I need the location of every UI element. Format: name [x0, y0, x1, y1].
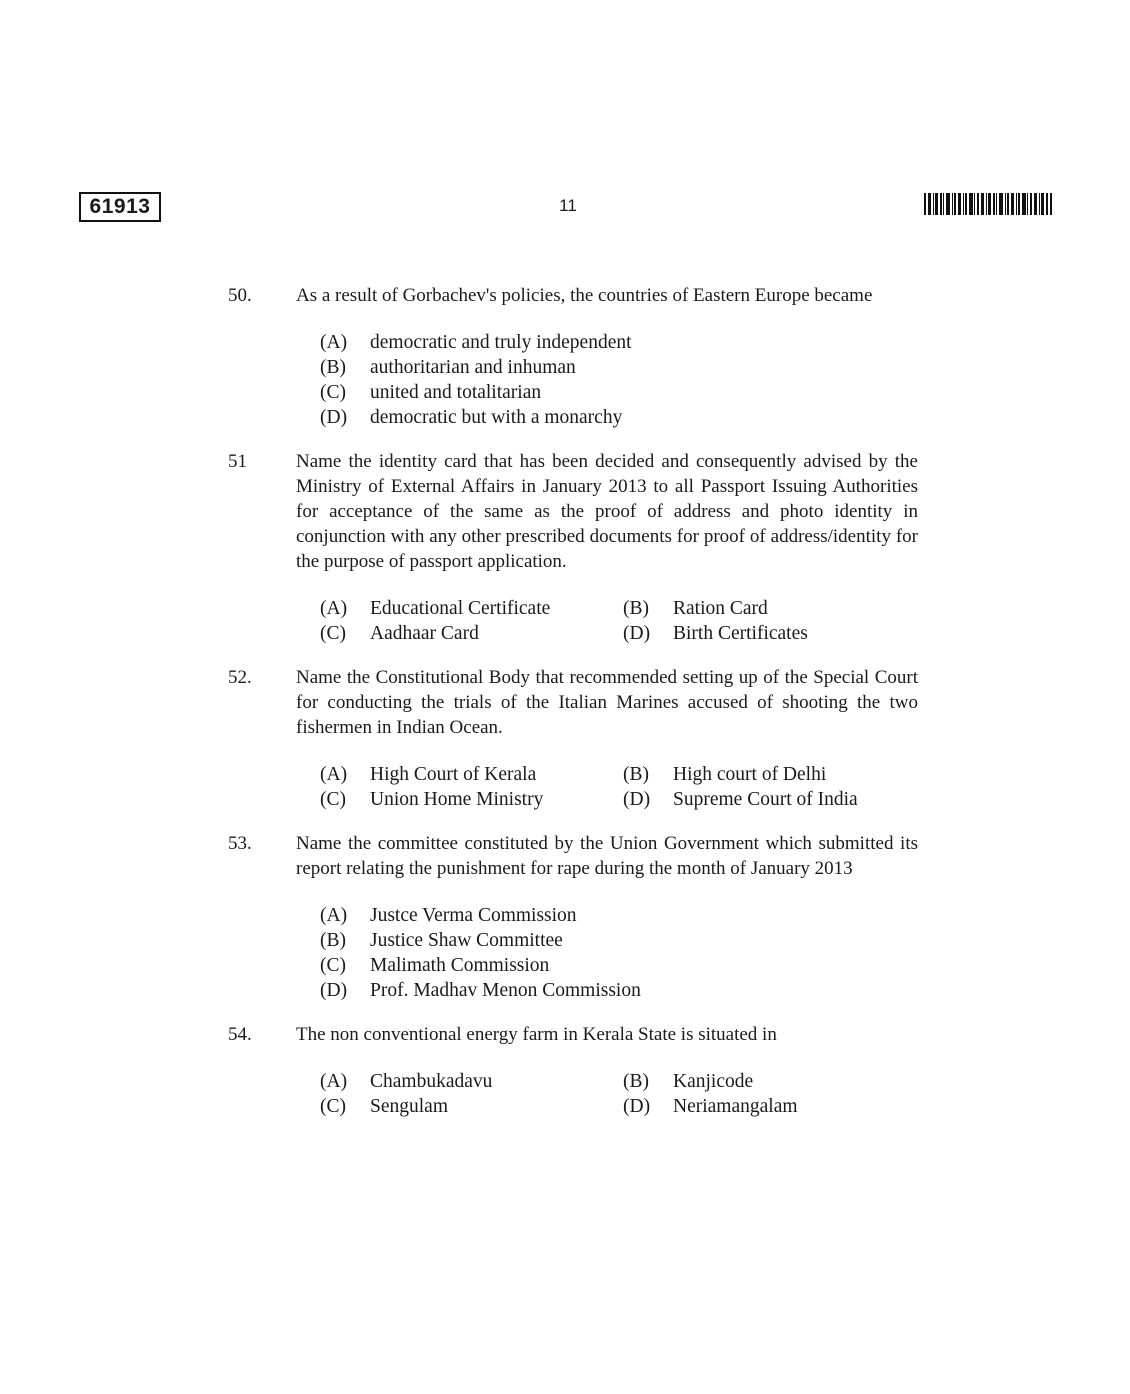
- option-label: (D): [320, 407, 348, 428]
- option-d: [320, 978, 928, 1003]
- options-grid: [296, 596, 928, 646]
- option-label: (B): [623, 764, 649, 785]
- question-text: Name the Constitutional Body that recommended setting up of the Special Court for conducting the trials of the Italian Marines accused of shooting the two fishermen in Indian Ocean.: [296, 667, 918, 738]
- option-text: Malimath Commission: [370, 955, 550, 976]
- option-label: (A): [320, 1071, 348, 1092]
- option-text: Union Home Ministry: [370, 789, 544, 810]
- option-c: [320, 953, 928, 978]
- option-label: (B): [320, 357, 346, 378]
- option-d: [320, 405, 928, 430]
- option-a: [320, 762, 623, 787]
- option-text: Aadhaar Card: [370, 623, 479, 644]
- option-a: [320, 903, 928, 928]
- option-text: Justice Shaw Committee: [370, 930, 563, 951]
- option-d: [623, 787, 923, 812]
- option-text: High court of Delhi: [673, 764, 827, 785]
- option-text: Birth Certificates: [673, 623, 808, 644]
- option-text: democratic and truly independent: [370, 332, 632, 353]
- options-list: [296, 903, 928, 1003]
- question-number: 51: [228, 451, 247, 472]
- option-b: [320, 928, 928, 953]
- option-text: Supreme Court of India: [673, 789, 858, 810]
- option-c: [320, 1094, 623, 1119]
- option-text: Sengulam: [370, 1096, 448, 1117]
- option-text: Ration Card: [673, 598, 768, 619]
- question-54: [228, 1022, 928, 1119]
- question-52: [228, 665, 928, 812]
- option-label: (D): [320, 980, 348, 1001]
- option-text: Justce Verma Commission: [370, 905, 577, 926]
- question-text: As a result of Gorbachev's policies, the countries of Eastern Europe became: [296, 285, 873, 306]
- question-text: The non conventional energy farm in Kerala State is situated in: [296, 1024, 777, 1045]
- option-a: [320, 596, 623, 621]
- option-label: (C): [320, 789, 346, 810]
- question-text: Name the committee constituted by the Union Government which submitted its report relating the punishment for rape during the month of January 2013: [296, 833, 918, 879]
- option-b: [320, 355, 928, 380]
- option-label: (C): [320, 382, 346, 403]
- option-c: [320, 380, 928, 405]
- option-label: (A): [320, 764, 348, 785]
- option-text: united and totalitarian: [370, 382, 542, 403]
- option-b: [623, 762, 923, 787]
- barcode-icon: [924, 193, 1052, 215]
- option-text: Neriamangalam: [673, 1096, 798, 1117]
- option-label: (A): [320, 905, 348, 926]
- option-label: (B): [320, 930, 346, 951]
- question-number: 54.: [228, 1024, 252, 1045]
- option-label: (D): [623, 789, 651, 810]
- option-a: [320, 1069, 623, 1094]
- option-c: [320, 787, 623, 812]
- question-number: 52.: [228, 667, 252, 688]
- option-text: Prof. Madhav Menon Commission: [370, 980, 641, 1001]
- option-label: (D): [623, 1096, 651, 1117]
- option-label: (B): [623, 598, 649, 619]
- options-grid: [296, 762, 928, 812]
- option-text: Educational Certificate: [370, 598, 551, 619]
- option-text: authoritarian and inhuman: [370, 357, 576, 378]
- option-text: Chambukadavu: [370, 1071, 493, 1092]
- option-text: High Court of Kerala: [370, 764, 537, 785]
- option-label: (A): [320, 332, 348, 353]
- option-label: (D): [623, 623, 651, 644]
- question-list: [228, 283, 928, 1138]
- option-label: (A): [320, 598, 348, 619]
- option-d: [623, 621, 923, 646]
- question-53: [228, 831, 928, 1003]
- question-50: [228, 283, 928, 430]
- option-c: [320, 621, 623, 646]
- option-label: (C): [320, 955, 346, 976]
- paper-code: 61913: [79, 192, 161, 222]
- question-number: 50.: [228, 285, 252, 306]
- option-d: [623, 1094, 923, 1119]
- question-text: Name the identity card that has been decided and consequently advised by the Ministry of External Affairs in January 2013 to all Passport Issuing Authorities for acceptance of the same as the proof of address and photo identity in conjunction with any other prescribed documents for proof of address/identity for the purpose of passport application.: [296, 451, 918, 572]
- option-a: [320, 330, 928, 355]
- option-text: Kanjicode: [673, 1071, 754, 1092]
- option-label: (C): [320, 623, 346, 644]
- option-b: [623, 596, 923, 621]
- question-51: [228, 449, 928, 646]
- option-label: (C): [320, 1096, 346, 1117]
- page-number: 11: [559, 196, 577, 215]
- option-label: (B): [623, 1071, 649, 1092]
- options-grid: [296, 1069, 928, 1119]
- option-b: [623, 1069, 923, 1094]
- question-number: 53.: [228, 833, 252, 854]
- option-text: democratic but with a monarchy: [370, 407, 623, 428]
- options-list: [296, 330, 928, 430]
